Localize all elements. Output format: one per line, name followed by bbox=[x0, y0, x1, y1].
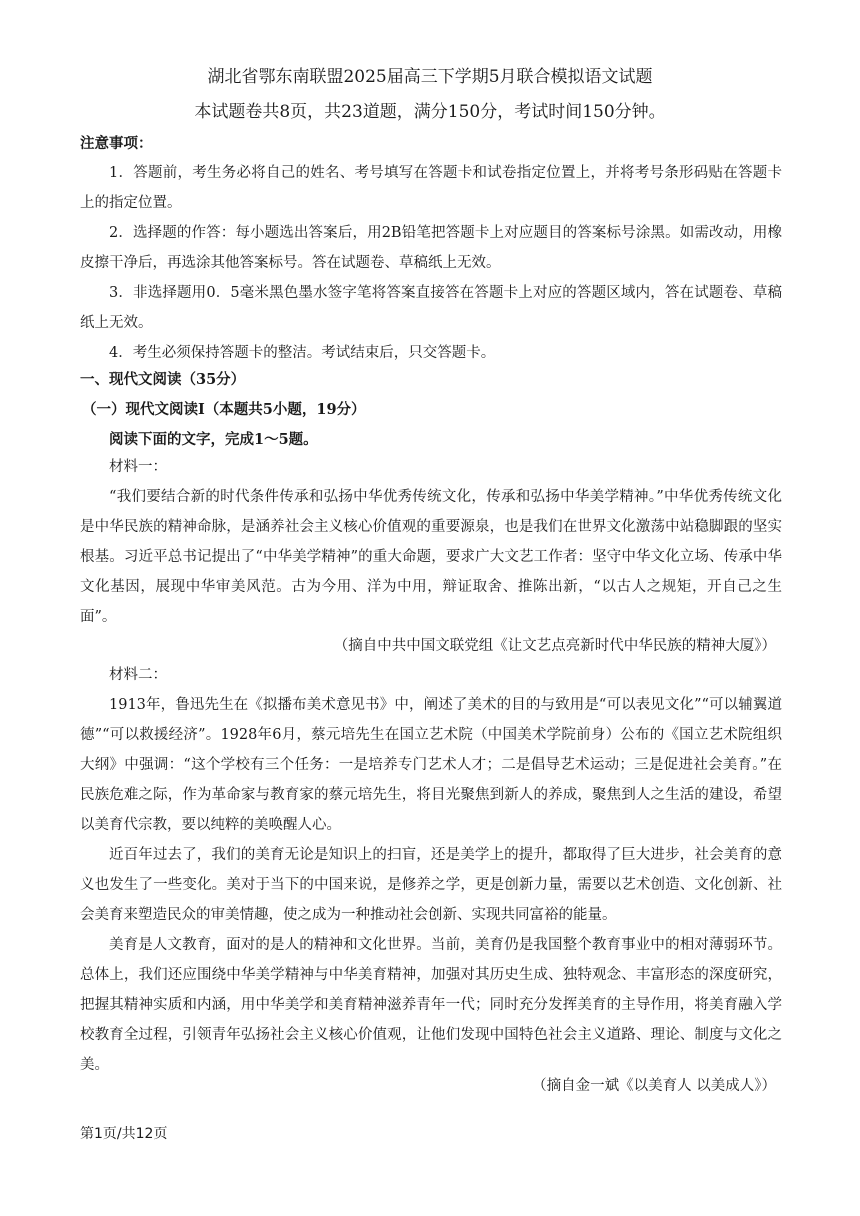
notice-item-4: 4．考生必须保持答题卡的整洁。考试结束后，只交答题卡。 bbox=[109, 345, 496, 361]
notice-item-2: 2．选择题的作答：每小题选出答案后，用2B铅笔把答题卡上对应题目的答案标号涂黑。如需改动，用橡皮擦干净后，再选涂其他答案标号。答在试题卷、草稿纸上无效。 bbox=[80, 225, 782, 271]
section-subtitle: （一）现代文阅读Ⅰ（本题共5小题，19分） bbox=[82, 401, 366, 418]
material1-paragraph: “我们要结合新的时代条件传承和弘扬中华优秀传统文化，传承和弘扬中华美学精神。”中华优秀传统文化是中华民族的精神命脉，是涵养社会主义核心价值观的重要源泉，也是我们在世界文化激荡中站稳脚跟的坚实根基。习近平总书记提出了“中华美学精神”的重大命题，要求广大文艺工作者：坚守中华文化立场、传承中华文化基因，展现中华审美风范。古为今用、洋为中用，辩证取舍、推陈出新，“以古人之规矩，开自己之生面”。 bbox=[80, 489, 782, 625]
notice-item-1: 1．答题前，考生务必将自己的姓名、考号填写在答题卡和试卷指定位置上，并将考号条形码贴在答题卡上的指定位置。 bbox=[80, 165, 782, 211]
material1-label: 材料一： bbox=[109, 459, 167, 475]
notice-item-3: 3．非选择题用0．5毫米黑色墨水签字笔将答案直接答在答题卡上对应的答题区域内，答在试题卷、草稿纸上无效。 bbox=[80, 285, 782, 331]
material2-source: （摘自金一斌《以美育人 以美成人》） bbox=[532, 1078, 776, 1094]
material2-paragraph-2: 近百年过去了，我们的美育无论是知识上的扫盲，还是美学上的提升，都取得了巨大进步，社会美育的意义也发生了一些变化。美对于当下的中国来说，是修养之学，更是创新力量，需要以艺术创造、文化创新、社会美育来塑造民众的审美情趣，使之成为一种推动社会创新、实现共同富裕的能量。 bbox=[80, 847, 782, 923]
exam-subtitle: 本试题卷共8页，共23道题，满分150分，考试时间150分钟。 bbox=[194, 102, 666, 122]
page-number: 第1页/共12页 bbox=[80, 1126, 168, 1142]
exam-title: 湖北省鄂东南联盟2025届高三下学期5月联合模拟语文试题 bbox=[207, 67, 653, 87]
section-instruction: 阅读下面的文字，完成1～5题。 bbox=[109, 431, 318, 448]
section-title: 一、现代文阅读（35分） bbox=[80, 371, 246, 388]
material1-source: （摘自中共中国文联党组《让文艺点亮新时代中华民族的精神大厦》） bbox=[333, 638, 776, 654]
material2-paragraph-1: 1913年，鲁迅先生在《拟播布美术意见书》中，阐述了美术的目的与致用是“可以表见文化”“可以辅翼道德”“可以救援经济”。1928年6月，蔡元培先生在国立艺术院（中国美术学院前身）公布的《国立艺术院组织大纲》中强调：“这个学校有三个任务：一是培养专门艺术人才；二是倡导艺术运动；三是促进社会美育。”在民族危难之际，作为革命家与教育家的蔡元培先生，将目光聚焦到新人的养成，聚焦到人之生活的建设，希望以美育代宗教，要以纯粹的美唤醒人心。 bbox=[80, 697, 782, 833]
notice-heading: 注意事项： bbox=[80, 135, 153, 152]
material2-label: 材料二： bbox=[109, 667, 167, 683]
material2-paragraph-3: 美育是人文教育，面对的是人的精神和文化世界。当前，美育仍是我国整个教育事业中的相对薄弱环节。总体上，我们还应围绕中华美学精神与中华美育精神，加强对其历史生成、独特观念、丰富形态的深度研究，把握其精神实质和内涵，用中华美学和美育精神滋养青年一代；同时充分发挥美育的主导作用，将美育融入学校教育全过程，引领青年弘扬社会主义核心价值观，让他们发现中国特色社会主义道路、理论、制度与文化之美。 bbox=[80, 937, 782, 1073]
